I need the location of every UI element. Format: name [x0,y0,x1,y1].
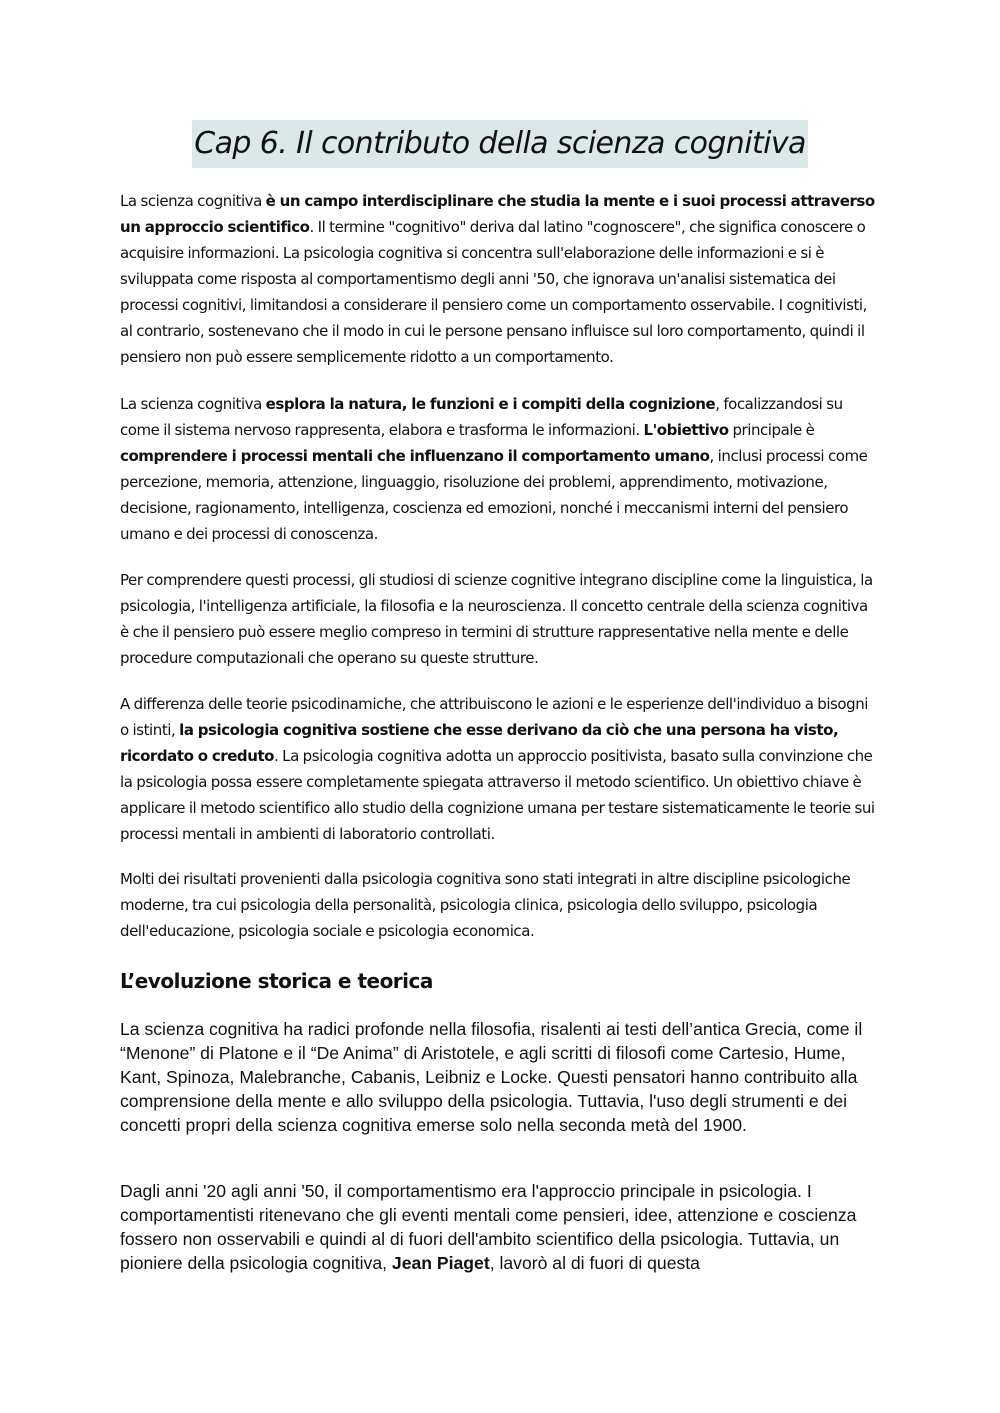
p2-bold-3: comprendere i processi mentali che influenzano il comportamento umano [120,447,710,465]
p4-bold-1: la psicologia cognitiva sostiene che esse derivano da ciò che una persona ha visto, ricordato o creduto [120,721,839,765]
p1-bold-1: è un campo interdisciplinare che studia la mente e i suoi processi attraverso un approccio scientifico [120,192,875,236]
paragraph-6: La scienza cognitiva ha radici profonde nella filosofia, risalenti ai testi dell’antica Grecia, come il “Menone” di Platone e il “De Anima” di Aristotele, e agli scritti di filosofi come Cartesio, Hume, Kant, Spinoza, Malebranche, Cabanis, Leibniz e Locke. Questi pensatori hanno contribuito alla comprensione della mente e allo sviluppo della psicologia. Tuttavia, l'uso degli strumenti e dei concetti propri della scienza cognitiva emerse solo nella seconda metà del 1900. [120,1019,863,1135]
p2-text-4: , inclusi processi come percezione, memoria, attenzione, linguaggio, risoluzione dei problemi, apprendimento, motivazione, decisione, ragionamento, intelligenza, coscienza ed emozioni, nonché i meccanismi interni del pensiero umano e dei processi di conoscenza. [120,447,868,543]
p2-text-2: , focalizzandosi su come il sistema nervoso rappresenta, elabora e trasforma le informazioni. [120,395,843,439]
p2-bold-2: L'obiettivo [643,421,729,439]
p2-bold-1: esplora la natura, le funzioni e i compiti della cognizione [265,395,716,413]
section-heading: L’evoluzione storica e teorica [120,969,433,993]
paragraph-7 [120,1179,880,1275]
p1-text-2: . Il termine "cognitivo" deriva dal latino "cognoscere", che significa conoscere o acquisire informazioni. La psicologia cognitiva si concentra sull'elaborazione delle informazioni e si è sviluppata come risposta al comportamentismo degli anni '50, che ignorava un'analisi sistematica dei processi cognitivi, limitandosi a considerare il pensiero come un comportamento osservabile. I cognitivisti, al contrario, sostenevano che il modo in cui le persone pensano influisce sul loro comportamento, quindi il pensiero non può essere semplicemente ridotto a un comportamento. [120,218,867,366]
p2-text-3: principale è [728,421,815,439]
p4-text-2: . La psicologia cognitiva adotta un approccio positivista, basato sulla convinzione che la psicologia possa essere completamente spiegata attraverso il metodo scientifico. Un obiettivo chiave è applicare il metodo scientifico allo studio della cognizione umana per testare sistematicamente le teorie sui processi mentali in ambienti di laboratorio controllati. [120,747,875,843]
title-container [0,120,1000,168]
paragraph-3: Per comprendere questi processi, gli studiosi di scienze cognitive integrano discipline come la linguistica, la psicologia, l'intelligenza artificiale, la filosofia e la neuroscienza. Il concetto centrale della scienza cognitiva è che il pensiero può essere meglio compreso in termini di strutture rappresentative nella mente e delle procedure computazionali che operano su queste strutture. [120,571,873,667]
paragraph-2 [120,391,880,547]
p7-text-2: , lavorò al di fuori di questa [489,1253,700,1273]
p1-text-1: La scienza cognitiva [120,192,266,210]
p2-text-1: La scienza cognitiva [120,395,266,413]
paragraph-1 [120,188,880,370]
paragraph-4 [120,691,880,847]
paragraph-5: Molti dei risultati provenienti dalla psicologia cognitiva sono stati integrati in altre discipline psicologiche moderne, tra cui psicologia della personalità, psicologia clinica, psicologia dello sviluppo, psicologia dell'educazione, psicologia sociale e psicologia economica. [120,870,851,940]
p7-bold-1: Jean Piaget [391,1253,490,1273]
p7-text-1: Dagli anni '20 agli anni '50, il comportamentismo era l'approccio principale in psicologia. I comportamentisti ritenevano che gli eventi mentali come pensieri, idee, attenzione e coscienza fossero non osservabili e quindi al di fuori dell'ambito scientifico della psicologia. Tuttavia, un pioniere della psicologia cognitiva, [120,1181,857,1273]
chapter-title: Cap 6. Il contributo della scienza cognitiva [192,120,808,168]
p4-text-1: A differenza delle teorie psicodinamiche, che attribuiscono le azioni e le esperienze dell'individuo a bisogni o istinti, [120,695,868,739]
